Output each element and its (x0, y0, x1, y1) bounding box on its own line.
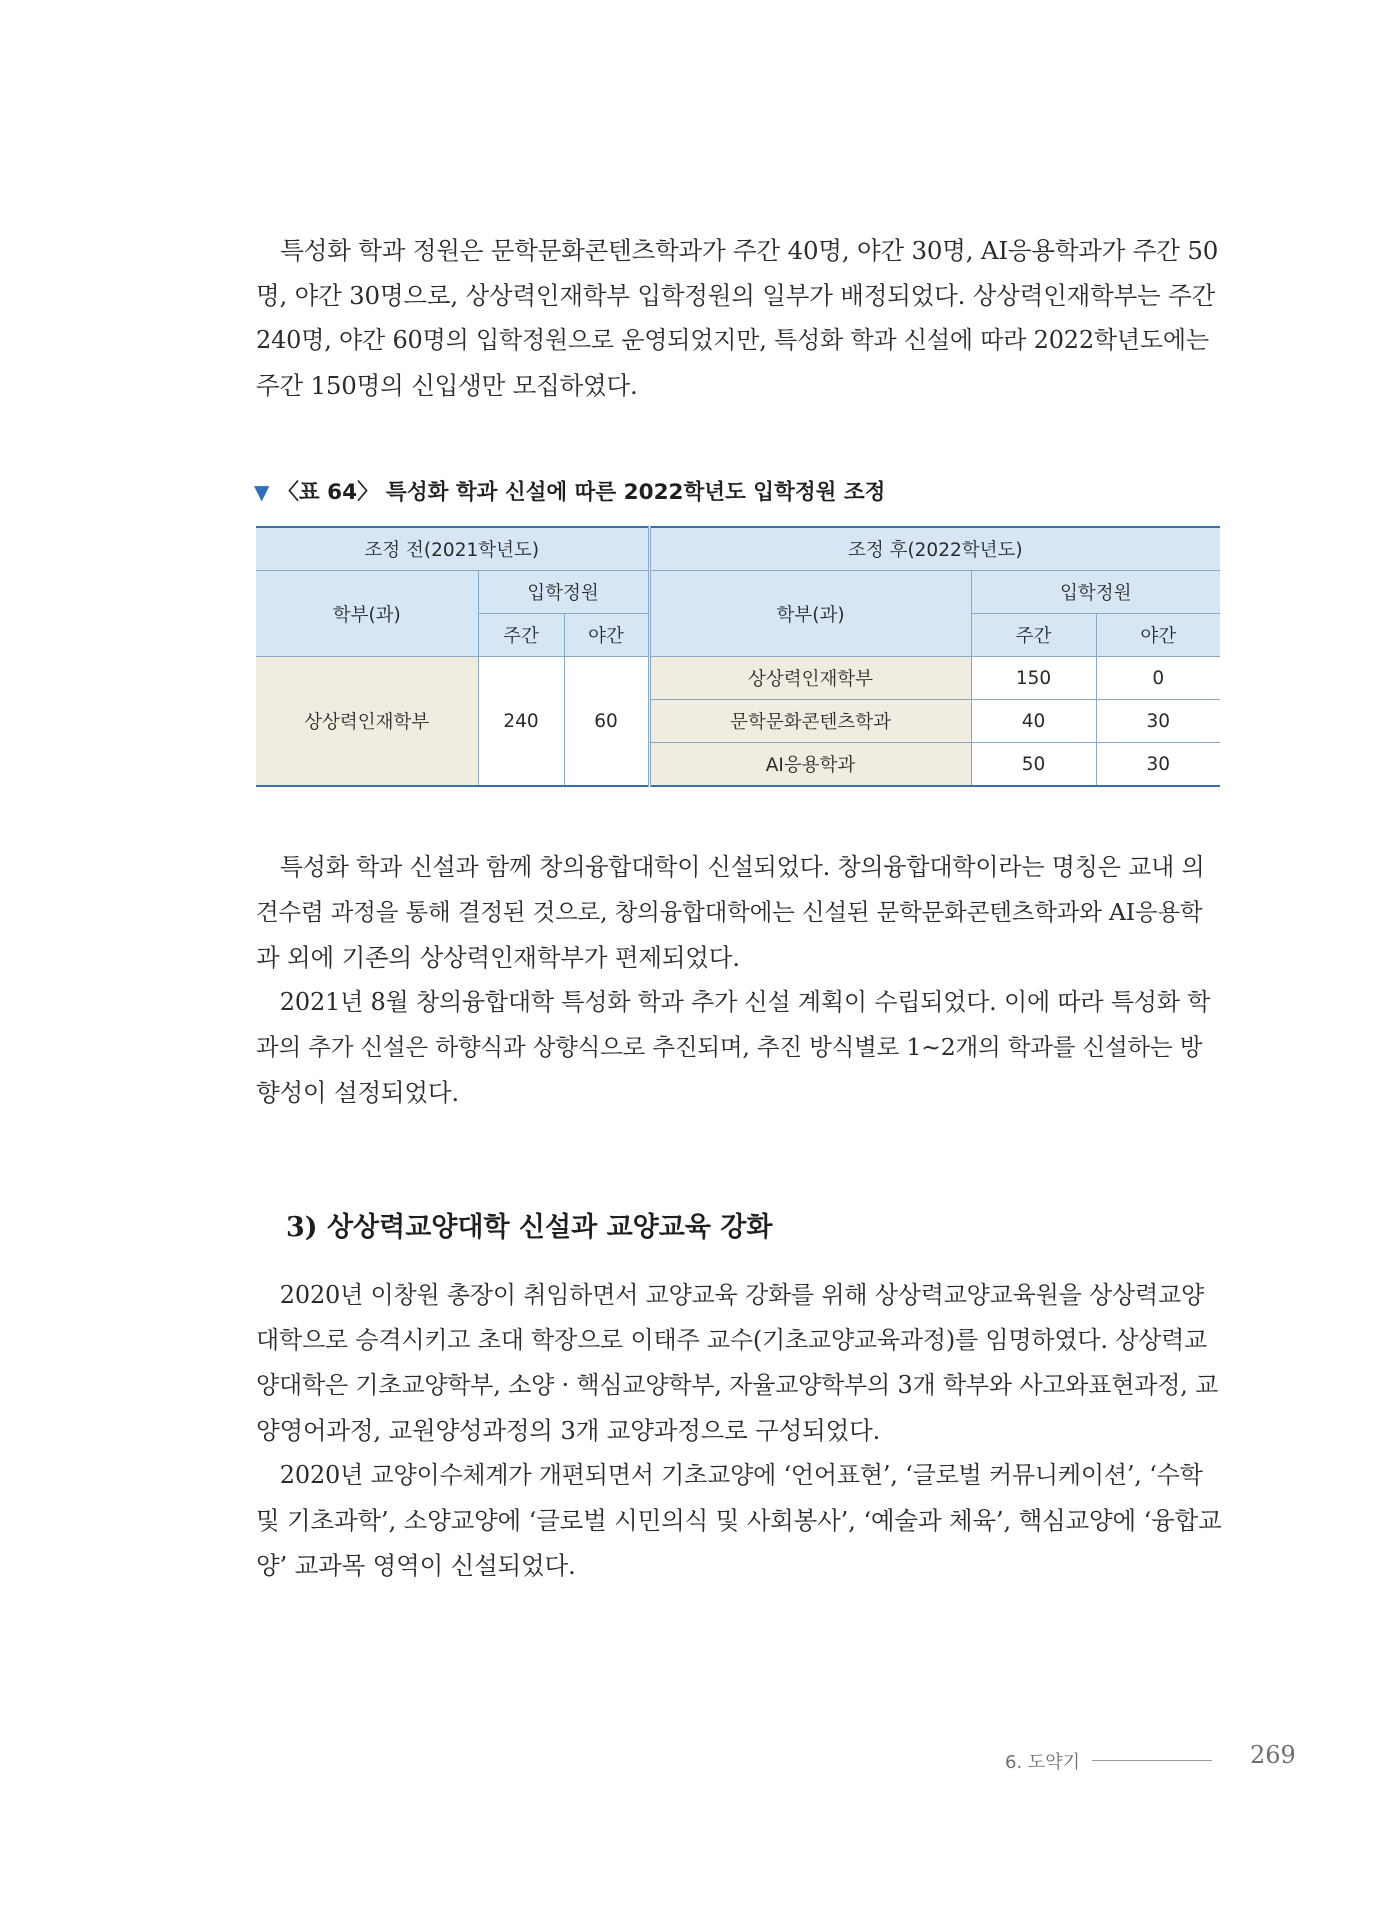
text-line: 향성이 설정되었다. (256, 1078, 459, 1107)
text-line: 과 외에 기존의 상상력인재학부가 편제되었다. (256, 943, 740, 972)
paragraph-admission-quota (256, 228, 1222, 408)
day-header-before: 주간 (478, 614, 564, 657)
day-header-after: 주간 (971, 614, 1096, 657)
table-caption-text: 〈표 64〉 특성화 학과 신설에 따른 2022학년도 입학정원 조정 (277, 480, 886, 505)
text-line: 대학으로 승격시키고 초대 학장으로 이태주 교수(기초교양교육과정)를 임명하였다. 상상력교 (256, 1326, 1208, 1354)
night-header-before: 야간 (564, 614, 649, 657)
after-night-cell: 30 (1096, 743, 1220, 787)
after-day-cell: 150 (971, 657, 1096, 700)
after-dept-cell: 문학문화콘텐츠학과 (649, 700, 971, 743)
text-line: 견수렴 과정을 통해 결정된 것으로, 창의융합대학에는 신설된 문학문화콘텐츠학과와 AI응용학 (256, 898, 1203, 926)
text-line: 2020년 교양이수체계가 개편되면서 기초교양에 ‘언어표현’, ‘글로벌 커뮤니케이션’, ‘수학 (256, 1461, 1203, 1489)
quota-header-before: 입학정원 (478, 571, 649, 614)
dept-header-after: 학부(과) (649, 571, 971, 657)
before-header: 조정 전(2021학년도) (256, 527, 649, 571)
after-day-cell: 40 (971, 700, 1096, 743)
text-line: 명, 야간 30명으로, 상상력인재학부 입학정원의 일부가 배정되었다. 상상력인재학부는 주간 (256, 281, 1216, 310)
text-line: 특성화 학과 정원은 문학문화콘텐츠학과가 주간 40명, 야간 30명, AI응용학과가 주간 50 (256, 236, 1219, 265)
before-night-cell: 60 (564, 657, 649, 787)
quota-header-after: 입학정원 (971, 571, 1220, 614)
before-dept-cell: 상상력인재학부 (256, 657, 478, 787)
table-row (256, 657, 1220, 700)
triangle-down-icon: ▼ (254, 480, 270, 504)
text-line: 및 기초과학’, 소양교양에 ‘글로벌 시민의식 및 사회봉사’, ‘예술과 체육’, 핵심교양에 ‘융합교 (256, 1506, 1222, 1535)
paragraph-creative-convergence-college (256, 845, 1222, 1115)
after-night-cell: 0 (1096, 657, 1220, 700)
text-line: 양영어과정, 교원양성과정의 3개 교양과정으로 구성되었다. (256, 1416, 881, 1445)
after-dept-cell: AI응용학과 (649, 743, 971, 787)
footer-chapter: 6. 도약기 (1005, 1752, 1081, 1773)
text-line: 과의 추가 신설은 하향식과 상향식으로 추진되며, 추진 방식별로 1~2개의 학과를 신설하는 방 (256, 1033, 1203, 1061)
after-day-cell: 50 (971, 743, 1096, 787)
text-line: 240명, 야간 60명의 입학정원으로 운영되었지만, 특성화 학과 신설에 따라 2022학년도에는 (256, 326, 1209, 354)
section-title: 3) 상상력교양대학 신설과 교양교육 강화 (286, 1212, 773, 1243)
page-number: 269 (1250, 1741, 1296, 1769)
admission-quota-table (256, 526, 1220, 787)
text-line: 양’ 교과목 영역이 신설되었다. (256, 1551, 576, 1580)
after-dept-cell: 상상력인재학부 (649, 657, 971, 700)
text-line: 특성화 학과 신설과 함께 창의융합대학이 신설되었다. 창의융합대학이라는 명칭은 교내 의 (256, 853, 1205, 881)
dept-header-before: 학부(과) (256, 571, 478, 657)
after-night-cell: 30 (1096, 700, 1220, 743)
after-header: 조정 후(2022학년도) (649, 527, 1220, 571)
text-line: 2021년 8월 창의융합대학 특성화 학과 추가 신설 계획이 수립되었다. 이에 따라 특성화 학 (256, 988, 1211, 1016)
text-line: 2020년 이창원 총장이 취임하면서 교양교육 강화를 위해 상상력교양교육원을 상상력교양 (256, 1281, 1204, 1309)
table-caption (254, 475, 885, 506)
text-line: 주간 150명의 신입생만 모집하였다. (256, 371, 638, 400)
footer-divider (1092, 1760, 1212, 1761)
text-line: 양대학은 기초교양학부, 소양 · 핵심교양학부, 자율교양학부의 3개 학부와 사고와표현과정, 교 (256, 1371, 1219, 1399)
paragraph-liberal-arts-college (256, 1273, 1222, 1588)
night-header-after: 야간 (1096, 614, 1220, 657)
before-day-cell: 240 (478, 657, 564, 787)
